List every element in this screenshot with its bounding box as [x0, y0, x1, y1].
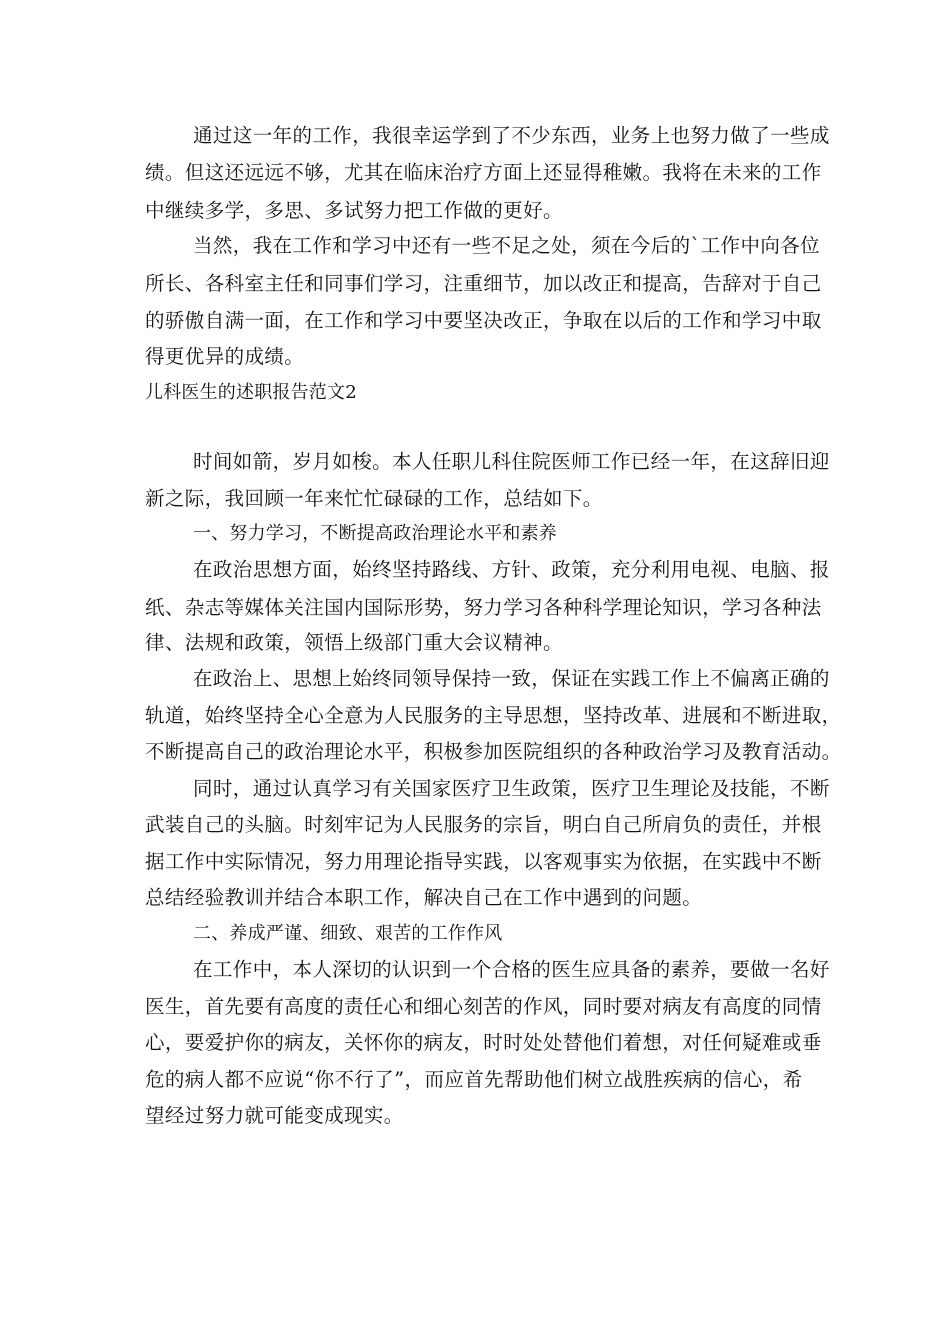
section-title: 儿科医生的述职报告范文2 [145, 382, 357, 403]
text-line: 在工作中，本人深切的认识到一个合格的医生应具备的素养，要做一名好 [193, 958, 830, 981]
text-line: 轨道，始终坚持全心全意为人民服务的主导思想，坚持改革、进展和不断进取， [145, 704, 842, 727]
text-line: 律、法规和政策，领悟上级部门重大会议精神。 [145, 631, 563, 654]
text-line: 据工作中实际情况，努力用理论指导实践，以客观事实为依据，在实践中不断 [145, 850, 822, 873]
text-line: 的骄傲自满一面，在工作和学习中要坚决改正，争取在以后的工作和学习中取 [145, 309, 822, 332]
text-line: 武装自己的头脑。时刻牢记为人民服务的宗旨，明白自己所肩负的责任，并根 [145, 813, 822, 836]
text-line: 危的病人都不应说“你不行了”，而应首先帮助他们树立战胜疾病的信心，希 [145, 1068, 803, 1091]
text-line: 不断提高自己的政治理论水平，积极参加医院组织的各种政治学习及教育活动。 [145, 740, 842, 763]
text-line: 心，要爱护你的病友，关怀你的病友，时时处处替他们着想，对任何疑难或垂 [145, 1031, 822, 1054]
text-line: 总结经验教训并结合本职工作，解决自己在工作中遇到的问题。 [145, 886, 703, 909]
text-line: 得更优异的成绩。 [145, 345, 305, 368]
text-line: 同时，通过认真学习有关国家医疗卫生政策，医疗卫生理论及技能，不断 [193, 777, 830, 800]
text-line: 医生，首先要有高度的责任心和细心刻苦的作风，同时要对病友有高度的同情 [145, 995, 822, 1018]
text-line: 时间如箭，岁月如梭。本人任职儿科住院医师工作已经一年，在这辞旧迎 [193, 450, 830, 473]
text-line: 在政治上、思想上始终同领导保持一致，保证在实践工作上不偏离正确的 [193, 667, 830, 690]
subheading: 一、努力学习，不断提高政治理论水平和素养 [193, 523, 557, 544]
text-line: 当然，我在工作和学习中还有一些不足之处，须在今后的`工作中向各位 [193, 234, 821, 257]
text-line: 绩。但这还远远不够，尤其在临床治疗方面上还显得稚嫩。我将在未来的工作 [145, 161, 822, 184]
text-line: 通过这一年的工作，我很幸运学到了不少东西，业务上也努力做了一些成 [193, 124, 830, 147]
text-line: 纸、杂志等媒体关注国内国际形势，努力学习各种科学理论知识，学习各种法 [145, 596, 822, 619]
text-line: 望经过努力就可能变成现实。 [145, 1104, 404, 1127]
text-line: 中继续多学，多思、多试努力把工作做的更好。 [145, 199, 563, 222]
subheading: 二、养成严谨、细致、艰苦的工作作风 [193, 923, 503, 944]
text-line: 在政治思想方面，始终坚持路线、方针、政策，充分利用电视、电脑、报 [193, 558, 830, 581]
text-line: 所长、各科室主任和同事们学习，注重细节，加以改正和提高，告辞对于自己 [145, 272, 822, 295]
text-line: 新之际，我回顾一年来忙忙碌碌的工作，总结如下。 [145, 487, 603, 510]
